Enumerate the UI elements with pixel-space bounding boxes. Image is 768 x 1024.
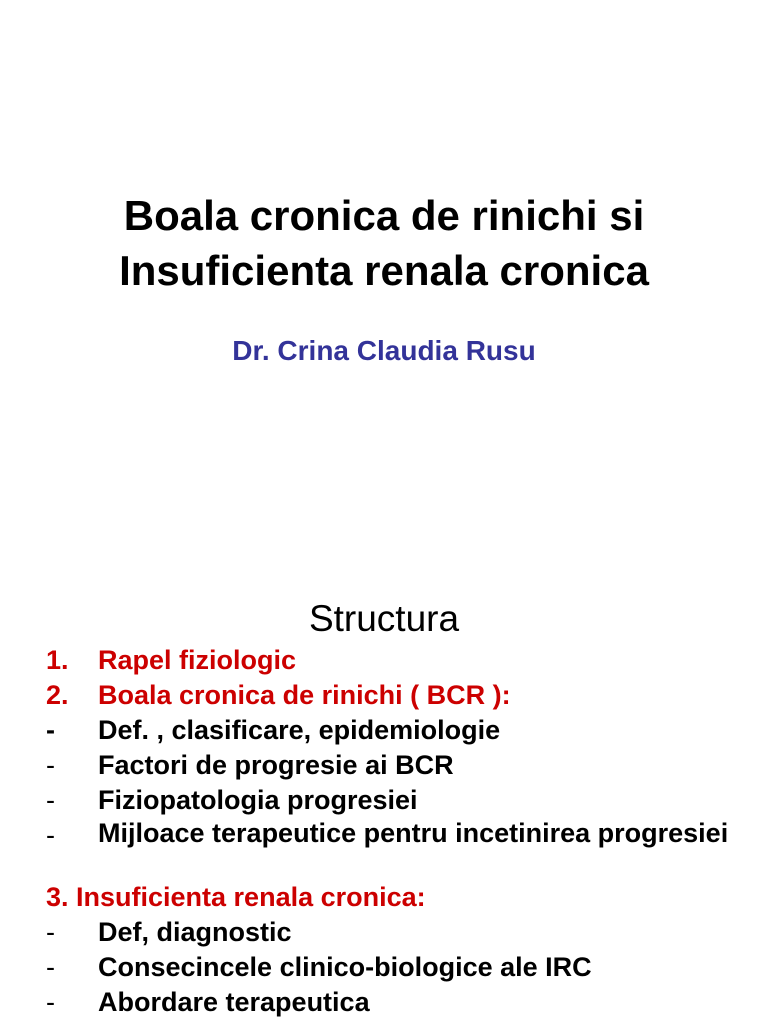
list-item-dash: - — [46, 785, 55, 815]
list-item — [0, 951, 768, 986]
author-name: Dr. Crina Claudia Rusu — [232, 335, 536, 366]
list-item-text: Fiziopatologia progresiei — [98, 785, 418, 815]
list-item-text: Rapel fiziologic — [98, 645, 297, 675]
list-item-dash: - — [46, 820, 55, 850]
slide-title-line-2: Insuficienta renala cronica — [119, 247, 649, 294]
list-item-text: Boala cronica de rinichi ( BCR ): — [98, 680, 511, 710]
list-item-text: Def. , clasificare, epidemiologie — [98, 715, 501, 745]
list-item — [0, 749, 768, 784]
list-item-section — [0, 679, 768, 714]
list-item-text: Factori de progresie ai BCR — [98, 750, 454, 780]
list-item-text: Def, diagnostic — [98, 917, 292, 947]
structure-slide — [0, 576, 768, 1024]
list-item-section — [0, 881, 768, 916]
list-item-number: 1. — [46, 645, 69, 675]
list-item-dash: - — [46, 715, 55, 745]
structure-heading: Structura — [308, 598, 460, 639]
list-item — [0, 784, 768, 819]
list-item-number: 2. — [46, 680, 69, 710]
list-item — [0, 986, 768, 1021]
list-item-dash: - — [46, 917, 55, 947]
list-item-dash: - — [46, 952, 55, 982]
list-item-text: 3. Insuficienta renala cronica: — [46, 882, 426, 912]
list-item — [0, 819, 768, 881]
list-item-dash: - — [46, 987, 55, 1017]
slide-title-line-1: Boala cronica de rinichi si — [123, 192, 645, 239]
list-item-text: Consecincele clinico-biologice ale IRC — [98, 952, 592, 982]
list-item — [0, 714, 768, 749]
list-item-text: Mijloace terapeutice pentru incetinirea progresiei — [98, 818, 729, 848]
list-item — [0, 916, 768, 951]
list-item-text: Abordare terapeutica — [98, 987, 370, 1017]
list-item-section — [0, 644, 768, 679]
structure-list — [0, 644, 768, 1021]
list-item-dash: - — [46, 750, 55, 780]
slide-title — [0, 188, 768, 298]
